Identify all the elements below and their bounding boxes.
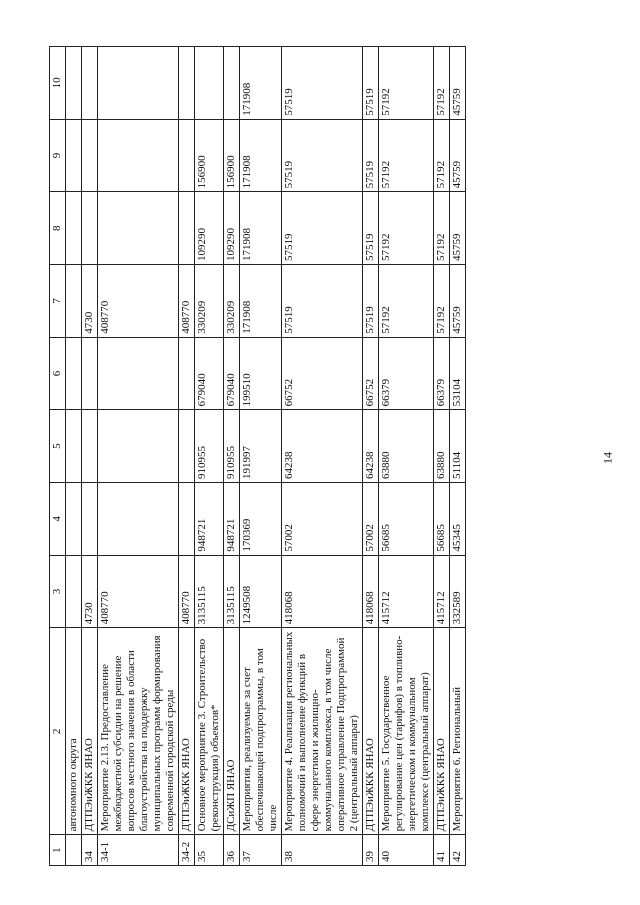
value-cell: 191997 (240, 410, 282, 483)
column-header: 4 (50, 483, 66, 556)
value-cell: 171908 (240, 119, 282, 192)
value-cell (98, 192, 179, 265)
value-cell: 948721 (224, 483, 240, 556)
row-name-cell: Мероприятие 4. Реализация региональных полномочий и выполнение функций в сфере энергетики и жилищно-коммунального комплекса, в том числе оперативное управление Подпрограммой 2 (центральный аппарат) (282, 628, 363, 835)
value-cell: 57519 (282, 192, 363, 265)
value-cell: 57002 (282, 483, 363, 556)
value-cell: 57519 (363, 119, 379, 192)
value-cell (66, 47, 82, 120)
value-cell: 171908 (240, 192, 282, 265)
value-cell: 57192 (379, 119, 434, 192)
value-cell: 57192 (434, 192, 450, 265)
value-cell (98, 47, 179, 120)
value-cell: 4730 (82, 265, 98, 338)
table-row (224, 47, 240, 866)
value-cell (179, 410, 195, 483)
table-row (282, 47, 363, 866)
row-name-cell: ДТПЭиЖКК ЯНАО (179, 628, 195, 835)
header-row (50, 47, 66, 866)
value-cell: 330209 (195, 265, 224, 338)
value-cell: 408770 (98, 555, 179, 628)
value-cell: 4730 (82, 555, 98, 628)
value-cell: 948721 (195, 483, 224, 556)
value-cell: 66379 (434, 337, 450, 410)
value-cell: 679040 (195, 337, 224, 410)
value-cell: 45759 (450, 265, 466, 338)
value-cell: 408770 (179, 265, 195, 338)
value-cell: 57192 (379, 47, 434, 120)
value-cell (66, 337, 82, 410)
value-cell: 56685 (434, 483, 450, 556)
value-cell: 109290 (195, 192, 224, 265)
column-header: 10 (50, 47, 66, 120)
column-header: 9 (50, 119, 66, 192)
value-cell: 171908 (240, 265, 282, 338)
value-cell: 56685 (379, 483, 434, 556)
value-cell: 408770 (179, 555, 195, 628)
row-number-cell: 34-1 (98, 835, 179, 866)
value-cell: 66752 (282, 337, 363, 410)
budget-table (49, 46, 466, 866)
value-cell: 57192 (434, 47, 450, 120)
value-cell: 3135115 (195, 555, 224, 628)
value-cell: 57519 (282, 119, 363, 192)
column-header: 2 (50, 628, 66, 835)
value-cell (82, 47, 98, 120)
row-name-cell: ДТПЭиЖКК ЯНАО (82, 628, 98, 835)
column-header: 8 (50, 192, 66, 265)
value-cell (82, 337, 98, 410)
page-number: 14 (600, 452, 615, 464)
value-cell: 64238 (363, 410, 379, 483)
value-cell: 171908 (240, 47, 282, 120)
value-cell: 1249508 (240, 555, 282, 628)
value-cell (66, 555, 82, 628)
value-cell: 109290 (224, 192, 240, 265)
table-row (179, 47, 195, 866)
column-header: 7 (50, 265, 66, 338)
value-cell: 910955 (195, 410, 224, 483)
value-cell (66, 192, 82, 265)
table-row (434, 47, 450, 866)
value-cell (195, 47, 224, 120)
value-cell: 57519 (363, 47, 379, 120)
column-header: 3 (50, 555, 66, 628)
value-cell: 57192 (434, 119, 450, 192)
value-cell: 51104 (450, 410, 466, 483)
value-cell: 418068 (363, 555, 379, 628)
value-cell: 57192 (379, 265, 434, 338)
value-cell: 57192 (379, 192, 434, 265)
column-header: 5 (50, 410, 66, 483)
value-cell: 330209 (224, 265, 240, 338)
value-cell (98, 337, 179, 410)
value-cell (82, 483, 98, 556)
value-cell (179, 483, 195, 556)
value-cell: 199510 (240, 337, 282, 410)
value-cell: 53104 (450, 337, 466, 410)
row-name-cell: ДСиЖП ЯНАО (224, 628, 240, 835)
row-number-cell: 37 (240, 835, 282, 866)
table-row (450, 47, 466, 866)
row-number-cell: 40 (379, 835, 434, 866)
row-number-cell: 41 (434, 835, 450, 866)
table-row (66, 47, 82, 866)
value-cell: 910955 (224, 410, 240, 483)
value-cell (98, 119, 179, 192)
row-number-cell: 34 (82, 835, 98, 866)
table-row (363, 47, 379, 866)
value-cell: 332589 (450, 555, 466, 628)
value-cell: 170369 (240, 483, 282, 556)
value-cell (66, 119, 82, 192)
column-header: 6 (50, 337, 66, 410)
value-cell (179, 47, 195, 120)
value-cell (179, 337, 195, 410)
row-name-cell: Основное мероприятие 3. Строительство (реконструкция) объектов* (195, 628, 224, 835)
table-row (82, 47, 98, 866)
table-row (379, 47, 434, 866)
value-cell: 66379 (379, 337, 434, 410)
row-number-cell: 42 (450, 835, 466, 866)
value-cell: 66752 (363, 337, 379, 410)
value-cell: 679040 (224, 337, 240, 410)
value-cell: 57002 (363, 483, 379, 556)
value-cell: 3135115 (224, 555, 240, 628)
value-cell: 57519 (363, 265, 379, 338)
row-name-cell: Мероприятия, реализуемые за счет обеспечивающей подпрограммы, в том числе (240, 628, 282, 835)
value-cell: 418068 (282, 555, 363, 628)
value-cell: 63880 (434, 410, 450, 483)
row-name-cell: Мероприятие 6. Региональный (450, 628, 466, 835)
value-cell: 45759 (450, 119, 466, 192)
row-number-cell: 38 (282, 835, 363, 866)
value-cell: 45759 (450, 192, 466, 265)
value-cell: 156900 (224, 119, 240, 192)
value-cell: 415712 (379, 555, 434, 628)
value-cell (66, 483, 82, 556)
row-number-cell: 35 (195, 835, 224, 866)
row-number-cell (66, 835, 82, 866)
row-name-cell: ДТПЭиЖКК ЯНАО (434, 628, 450, 835)
table-row (98, 47, 179, 866)
value-cell (82, 119, 98, 192)
value-cell: 57519 (282, 47, 363, 120)
value-cell (179, 119, 195, 192)
value-cell: 57519 (282, 265, 363, 338)
value-cell (82, 410, 98, 483)
row-name-cell: Мероприятие 5. Государственное регулирование цен (тарифов) в топливно-энергетическом и коммунальном комплексе (центральный аппарат) (379, 628, 434, 835)
row-name-cell: Мероприятие 2.13. Предоставление межбюджетной субсидии на решение вопросов местного значения в области благоустройства на поддержку муниципальных программ формирования современной городской среды (98, 628, 179, 835)
value-cell: 156900 (195, 119, 224, 192)
value-cell: 64238 (282, 410, 363, 483)
value-cell: 45759 (450, 47, 466, 120)
value-cell: 57519 (363, 192, 379, 265)
value-cell (98, 483, 179, 556)
row-number-cell: 34-2 (179, 835, 195, 866)
value-cell (224, 47, 240, 120)
value-cell (66, 265, 82, 338)
value-cell: 45345 (450, 483, 466, 556)
rotated-table-wrapper (49, 46, 599, 866)
value-cell (66, 410, 82, 483)
value-cell: 415712 (434, 555, 450, 628)
value-cell: 63880 (379, 410, 434, 483)
value-cell (82, 192, 98, 265)
table-body (50, 47, 466, 866)
table-row (240, 47, 282, 866)
value-cell: 408770 (98, 265, 179, 338)
value-cell (179, 192, 195, 265)
value-cell: 57192 (434, 265, 450, 338)
row-number-cell: 36 (224, 835, 240, 866)
row-name-cell: автономного округа (66, 628, 82, 835)
column-header: 1 (50, 835, 66, 866)
row-number-cell: 39 (363, 835, 379, 866)
row-name-cell: ДТПЭиЖКК ЯНАО (363, 628, 379, 835)
table-row (195, 47, 224, 866)
value-cell (98, 410, 179, 483)
